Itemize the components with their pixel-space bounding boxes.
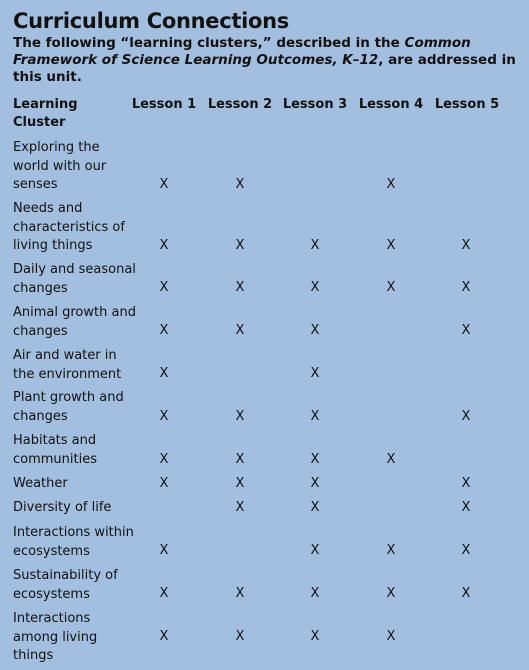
- lesson-1-mark: X: [159, 366, 169, 381]
- lesson-header-4: Lesson 4: [358, 97, 424, 112]
- lesson-3-mark: X: [310, 366, 320, 381]
- lesson-3-mark: X: [310, 280, 320, 295]
- lesson-4-mark: X: [386, 280, 396, 295]
- lesson-2-mark: X: [235, 452, 245, 467]
- intro-publication-title: Common Framework of Science Learning Outcomes, K–12: [13, 35, 471, 68]
- lesson-5-mark: X: [461, 280, 471, 295]
- learning-cluster-label: Air and water in the environment: [13, 348, 122, 382]
- lesson-header-5: Lesson 5: [434, 97, 500, 112]
- lesson-1-mark: X: [159, 629, 169, 644]
- lesson-3-mark: X: [310, 238, 320, 253]
- lesson-header-3: Lesson 3: [282, 97, 348, 112]
- lesson-4-mark: X: [386, 177, 396, 192]
- lesson-header-2: Lesson 2: [207, 97, 273, 112]
- lesson-5-mark: X: [461, 323, 471, 338]
- learning-cluster-label: Habitats and communities: [13, 433, 97, 467]
- lesson-5-mark: X: [461, 586, 471, 601]
- lesson-header-1: Lesson 1: [131, 97, 197, 112]
- lesson-2-mark: X: [235, 409, 245, 424]
- learning-cluster-label: Interactions within ecosystems: [13, 525, 134, 559]
- lesson-3-mark: X: [310, 629, 320, 644]
- lesson-1-mark: X: [159, 280, 169, 295]
- lesson-2-mark: X: [235, 177, 245, 192]
- lesson-3-mark: X: [310, 323, 320, 338]
- learning-cluster-label: Diversity of life: [13, 500, 112, 515]
- learning-cluster-label: Interactions among living things: [13, 611, 98, 663]
- lesson-3-mark: X: [310, 409, 320, 424]
- learning-cluster-label: Weather: [13, 476, 68, 491]
- lesson-5-mark: X: [461, 409, 471, 424]
- lesson-4-mark: X: [386, 238, 396, 253]
- lesson-3-mark: X: [310, 500, 320, 515]
- lesson-4-mark: X: [386, 586, 396, 601]
- section-title: Curriculum Connections: [13, 9, 289, 33]
- lesson-1-mark: X: [159, 543, 169, 558]
- lesson-2-mark: X: [235, 629, 245, 644]
- lesson-2-mark: X: [235, 280, 245, 295]
- lesson-1-mark: X: [159, 452, 169, 467]
- lesson-3-mark: X: [310, 452, 320, 467]
- lesson-1-mark: X: [159, 586, 169, 601]
- lesson-2-mark: X: [235, 238, 245, 253]
- lesson-2-mark: X: [235, 500, 245, 515]
- lesson-2-mark: X: [235, 476, 245, 491]
- lesson-5-mark: X: [461, 476, 471, 491]
- learning-cluster-header: Learning Cluster: [13, 97, 78, 130]
- lesson-5-mark: X: [461, 500, 471, 515]
- lesson-4-mark: X: [386, 452, 396, 467]
- intro-paragraph: [13, 35, 523, 86]
- lesson-2-mark: X: [235, 323, 245, 338]
- lesson-1-mark: X: [159, 409, 169, 424]
- learning-cluster-label: Sustainability of ecosystems: [13, 568, 118, 602]
- intro-text-before: The following “learning clusters,” described in the: [13, 35, 405, 51]
- learning-cluster-label: Daily and seasonal changes: [13, 262, 136, 296]
- lesson-3-mark: X: [310, 586, 320, 601]
- lesson-5-mark: X: [461, 238, 471, 253]
- learning-cluster-label: Animal growth and changes: [13, 305, 136, 339]
- lesson-5-mark: X: [461, 543, 471, 558]
- learning-cluster-label: Plant growth and changes: [13, 390, 124, 424]
- lesson-1-mark: X: [159, 323, 169, 338]
- lesson-3-mark: X: [310, 476, 320, 491]
- lesson-4-mark: X: [386, 629, 396, 644]
- learning-cluster-label: Exploring the world with our senses: [13, 140, 107, 192]
- lesson-3-mark: X: [310, 543, 320, 558]
- intro-text-after: , are addressed in this unit.: [13, 52, 516, 85]
- lesson-4-mark: X: [386, 543, 396, 558]
- lesson-1-mark: X: [159, 238, 169, 253]
- lesson-2-mark: X: [235, 586, 245, 601]
- learning-cluster-label: Needs and characteristics of living things: [13, 201, 125, 253]
- lesson-1-mark: X: [159, 177, 169, 192]
- lesson-1-mark: X: [159, 476, 169, 491]
